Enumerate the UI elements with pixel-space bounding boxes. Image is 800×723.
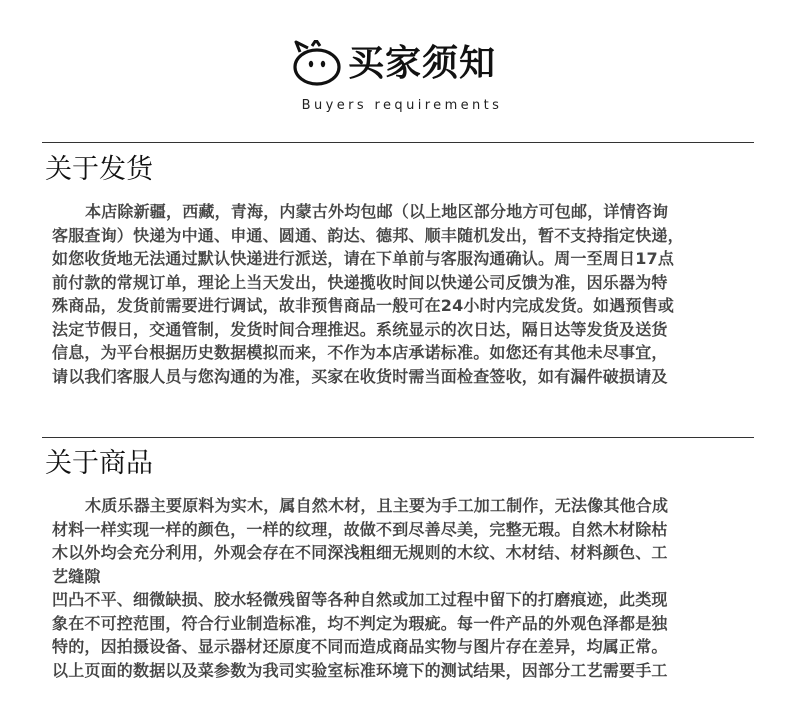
paragraph-line: 木质乐器主要原料为实木，属自然木材，且主要为手工加工制作，无法像其他合成 [85,496,669,515]
shipping-paragraph [52,200,752,388]
paragraph-line: 艺缝隙 [52,566,101,586]
paragraph-line: 前付款的常规订单，理论上当天发出，快递揽收时间以快递公司反馈为准，因乐器为特 [52,272,668,292]
paragraph-line: 以上页面的数据以及菜参数为我司实验室标准环境下的测试结果，因部分工艺需要手工 [52,660,668,680]
section-title-product: 关于商品 [45,448,153,479]
product-paragraph [52,494,752,682]
paragraph-line: 材料一样实现一样的颜色，一样的纹理，故做不到尽善尽美，完整无瑕。自然木材除枯 [52,519,668,539]
page-title: 买家须知 [348,43,497,84]
paragraph-line: 请以我们客服人员与您沟通的为准，买家在收货时需当面检查签收，如有漏件破损请及 [52,366,668,386]
paragraph-line: 木以外均会充分利用，外观会存在不同深浅粗细无规则的木纹、木材结、材料颜色、工 [52,543,668,562]
logo-row [292,38,512,90]
page-subtitle: Buyers requirements [301,98,503,113]
divider-top [42,142,754,143]
paragraph-line: 殊商品，发货前需要进行调试，故非预售商品一般可在24小时内完成发货。如遇预售或 [52,296,675,315]
paragraph-line: 法定节假日，交通管制，发货时间合理推迟。系统显示的次日达，隔日达等发货及送货 [52,319,668,339]
section-title-shipping: 关于发货 [45,154,153,185]
divider-middle [42,437,754,438]
paragraph-line: 象在不可控范围，符合行业制造标准，均不判定为瑕疵。每一件产品的外观色泽都是独 [52,613,668,633]
cartoon-face-icon [292,40,342,86]
paragraph-line: 客服查询）快递为中通、申通、圆通、韵达、德邦、顺丰随机发出，暂不支持指定快递， [52,225,684,245]
page-header [0,38,800,118]
paragraph-line: 如您收货地无法通过默认快递进行派送，请在下单前与客服沟通确认。周一至周日17点 [52,249,675,268]
paragraph-line: 凹凸不平、细微缺损、胶水轻微残留等各种自然或加工过程中留下的打磨痕迹，此类现 [52,590,668,609]
paragraph-line: 信息，为平台根据历史数据模拟而来，不作为本店承诺标准。如您还有其他未尽事宜， [52,343,668,362]
paragraph-line: 特的，因拍摄设备、显示器材还原度不同而造成商品实物与图片存在差异，均属正常。 [52,637,668,656]
paragraph-line: 本店除新疆，西藏，青海，内蒙古外均包邮（以上地区部分地方可包邮，详情咨询 [85,202,669,221]
